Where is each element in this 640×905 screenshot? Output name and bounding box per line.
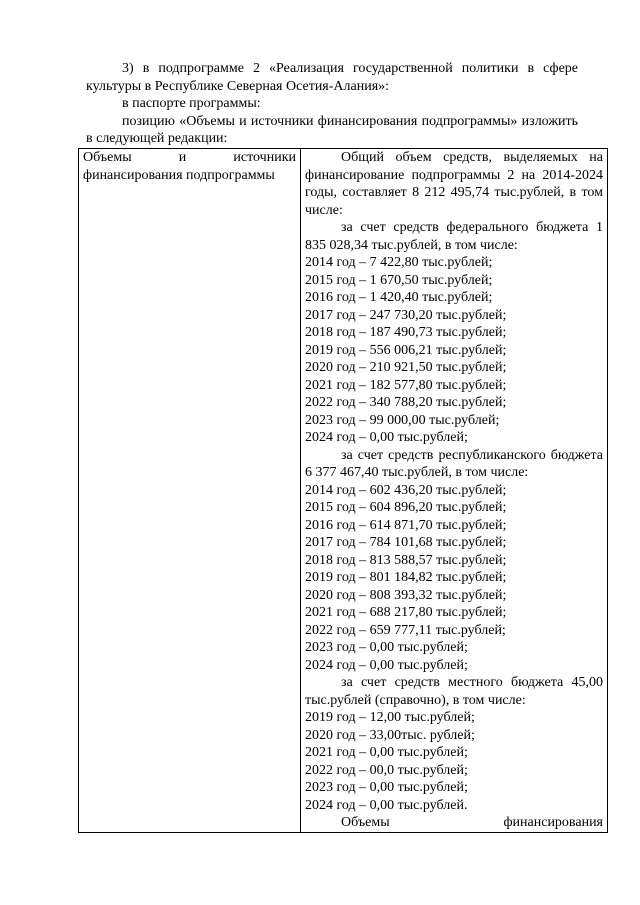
left-header: Объемы и источники финансирования подпрограммы [83, 150, 296, 183]
year-line: 2019 год – 556 006,21 тыс.рублей; [305, 342, 507, 358]
year-line: 2014 год – 7 422,80 тыс.рублей; [305, 255, 493, 270]
year-line: 2018 год – 187 490,73 тыс.рублей; [305, 325, 507, 340]
year-line: 2014 год – 602 436,20 тыс.рублей; [305, 482, 507, 498]
year-line: 2020 год – 33,00тыс. рублей; [305, 727, 475, 743]
year-line: 2023 год – 99 000,00 тыс.рублей; [305, 412, 500, 428]
year-line: 2016 год – 1 420,40 тыс.рублей; [305, 290, 493, 305]
year-line: 2023 год – 0,00 тыс.рублей; [305, 780, 468, 795]
table-row [79, 149, 608, 833]
year-line: 2024 год – 0,00 тыс.рублей; [305, 657, 468, 673]
last-line: Объемы финансирования [341, 815, 603, 830]
federal-year-list [305, 254, 603, 447]
year-line: 2017 год – 247 730,20 тыс.рублей; [305, 307, 507, 323]
year-line: 2019 год – 12,00 тыс.рублей; [305, 710, 475, 725]
intro-paragraph-1: 3) в подпрограмме 2 «Реализация государственной политики в сфере культуры в Республике Северная Осетия-Алания»: [86, 61, 578, 94]
year-line: 2021 год – 0,00 тыс.рублей; [305, 745, 468, 760]
year-line: 2017 год – 784 101,68 тыс.рублей; [305, 535, 507, 550]
year-line: 2023 год – 0,00 тыс.рублей; [305, 640, 468, 655]
year-line: 2019 год – 801 184,82 тыс.рублей; [305, 570, 507, 585]
year-line: 2024 год – 0,00 тыс.рублей. [305, 797, 468, 813]
total-amount: Общий объем средств, выделяемых на финансирование подпрограммы 2 на 2014-2024 годы, составляет 8 212 495,74 тыс.рублей, в том числе: [305, 150, 603, 218]
year-line: 2015 год – 604 896,20 тыс.рублей; [305, 500, 507, 515]
year-line: 2022 год – 00,0 тыс.рублей; [305, 762, 468, 778]
federal-heading: за счет средств федерального бюджета 1 835 028,34 тыс.рублей, в том числе: [305, 220, 603, 253]
year-line: 2020 год – 210 921,50 тыс.рублей; [305, 360, 507, 375]
financing-table [78, 148, 608, 833]
table-left-cell [79, 149, 301, 833]
intro-paragraph-2: в паспорте программы: [122, 96, 261, 111]
table-right-cell [301, 149, 608, 833]
intro-paragraph-3: позицию «Объемы и источники финансирования подпрограммы» изложить в следующей редакции: [86, 113, 578, 146]
year-line: 2024 год – 0,00 тыс.рублей; [305, 430, 468, 445]
year-line: 2021 год – 182 577,80 тыс.рублей; [305, 377, 507, 393]
local-heading: за счет средств местного бюджета 45,00 тыс.рублей (справочно), в том числе: [305, 675, 603, 708]
year-line: 2015 год – 1 670,50 тыс.рублей; [305, 272, 493, 288]
intro-text [86, 60, 578, 148]
year-line: 2021 год – 688 217,80 тыс.рублей; [305, 605, 507, 620]
year-line: 2022 год – 340 788,20 тыс.рублей; [305, 395, 507, 410]
year-line: 2022 год – 659 777,11 тыс.рублей; [305, 622, 506, 638]
local-year-list [305, 709, 603, 814]
republic-year-list [305, 482, 603, 675]
year-line: 2018 год – 813 588,57 тыс.рублей; [305, 552, 507, 568]
year-line: 2016 год – 614 871,70 тыс.рублей; [305, 517, 507, 533]
year-line: 2020 год – 808 393,32 тыс.рублей; [305, 587, 507, 603]
republic-heading: за счет средств республиканского бюджета 6 377 467,40 тыс.рублей, в том числе: [305, 447, 603, 480]
